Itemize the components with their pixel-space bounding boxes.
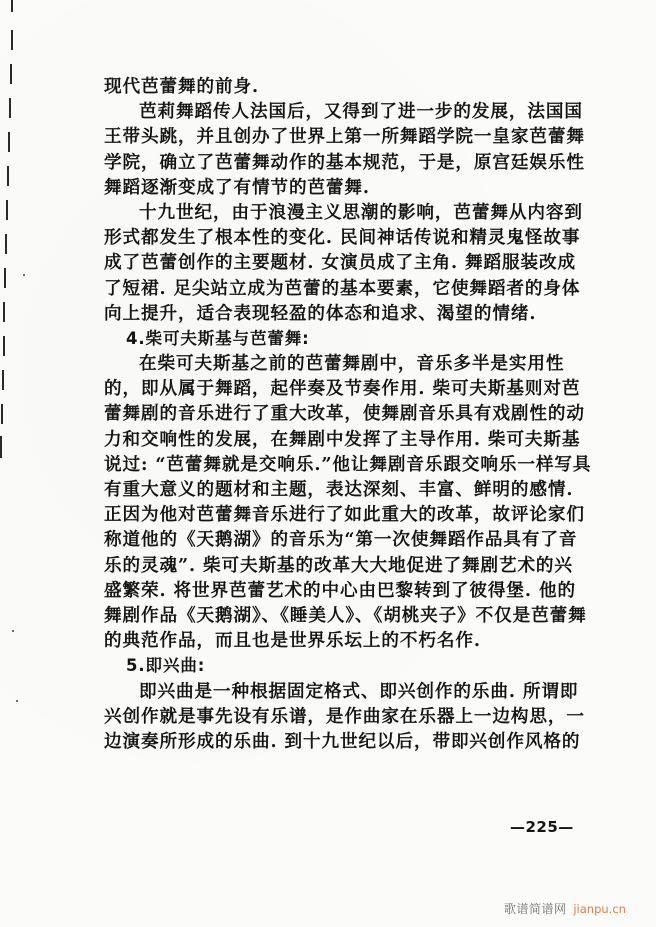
binding-mark [9,98,11,118]
body-text [104,74,592,754]
binding-edge-marks [0,0,20,470]
text-line: 盛繁荣. 将世界芭蕾艺术的中心由巴黎转到了彼得堡. 他的 [104,579,576,601]
watermark-site-name: 歌谱简谱网 [504,902,567,916]
site-watermark [504,900,626,917]
text-line: 称道他的《天鹅湖》的音乐为“第一次使舞蹈作品具有了音 [104,529,578,551]
scan-speck [12,630,14,632]
text-line: 蕾舞剧的音乐进行了重大改革，使舞剧音乐具有戏剧性的动 [104,403,585,425]
text-line: 舞蹈逐渐变成了有情节的芭蕾舞. [104,176,370,198]
text-line: 现代芭蕾舞的前身. [104,76,259,97]
text-line: 了短裙. 足尖站立成为芭蕾的基本要素，它使舞蹈者的身体 [104,277,581,299]
binding-mark [8,132,10,152]
binding-mark [0,436,2,458]
text-line: 乐的灵魂”. 柴可夫斯基的改革大大地促进了舞剧艺术的兴 [104,554,573,576]
binding-mark [2,370,4,390]
text-line: 舞剧作品《天鹅湖》、《睡美人》、《胡桃夹子》不仅是芭蕾舞 [104,604,587,626]
binding-mark [3,302,5,322]
text-line: 正因为他对芭蕾舞音乐进行了如此重大的改革，故评论家们 [104,504,585,526]
watermark-url: jianpu.cn [573,902,626,916]
binding-mark [5,234,7,254]
text-line: 说过: “芭蕾舞就是交响乐.”他让舞剧音乐跟交响乐一样写具 [104,453,592,475]
text-line: 成了芭蕾创作的主要题材. 女演员成了主角. 舞蹈服装改成 [104,252,576,274]
scan-speck [23,274,25,276]
binding-mark [10,64,12,84]
page-number: —225— [510,818,574,836]
binding-mark [11,30,13,50]
paragraph-first-line: 十九世纪，由于浪漫主义思潮的影响，芭蕾舞从内容到 [139,201,583,223]
text-line: 边演奏所形成的乐曲. 到十九世纪以后，带即兴创作风格的 [104,730,581,752]
binding-mark [6,200,8,220]
binding-mark [7,166,9,186]
binding-mark [3,336,5,356]
binding-mark [11,0,13,12]
text-line: 形式都发生了根本性的变化. 民间神话传说和精灵鬼怪故事 [104,227,581,249]
text-line: 向上提升，适合表现轻盈的体态和追求、渴望的情绪. [104,302,537,324]
text-line: 兴创作就是事先设有乐谱，是作曲家在乐器上一边构思，一 [104,705,585,727]
paragraph-first-line: 芭莉舞蹈传人法国后，又得到了进一步的发展，法国国 [139,101,583,123]
text-line: 的典范作品，而且也是世界乐坛上的不朽名作. [104,630,481,652]
section-heading-impromptu: 5.即兴曲: [126,656,206,676]
text-line: 王带头跳，并且创办了世界上第一所舞蹈学院一皇家芭蕾舞 [104,126,585,148]
paragraph-first-line: 即兴曲是一种根据固定格式、即兴创作的乐曲. 所谓即 [139,680,579,702]
binding-mark [4,268,6,288]
paragraph-first-line: 在柴可夫斯基之前的芭蕾舞剧中，音乐多半是实用性 [139,353,565,375]
text-line: 的，即从属于舞蹈，起伴奏及节奏作用. 柴可夫斯基则对芭 [104,378,581,400]
text-line: 有重大意义的题材和主题，表达深刻、丰富、鲜明的感情. [104,479,574,500]
text-line: 学院，确立了芭蕾舞动作的基本规范，于是，原宫廷娱乐性 [104,151,585,173]
binding-mark [1,404,3,424]
text-line: 力和交响性的发展，在舞剧中发挥了主导作用. 柴可夫斯基 [104,428,581,450]
section-heading-tchaikovsky: 4.柴可夫斯基与芭蕾舞: [126,328,310,348]
scan-speck [16,700,18,702]
